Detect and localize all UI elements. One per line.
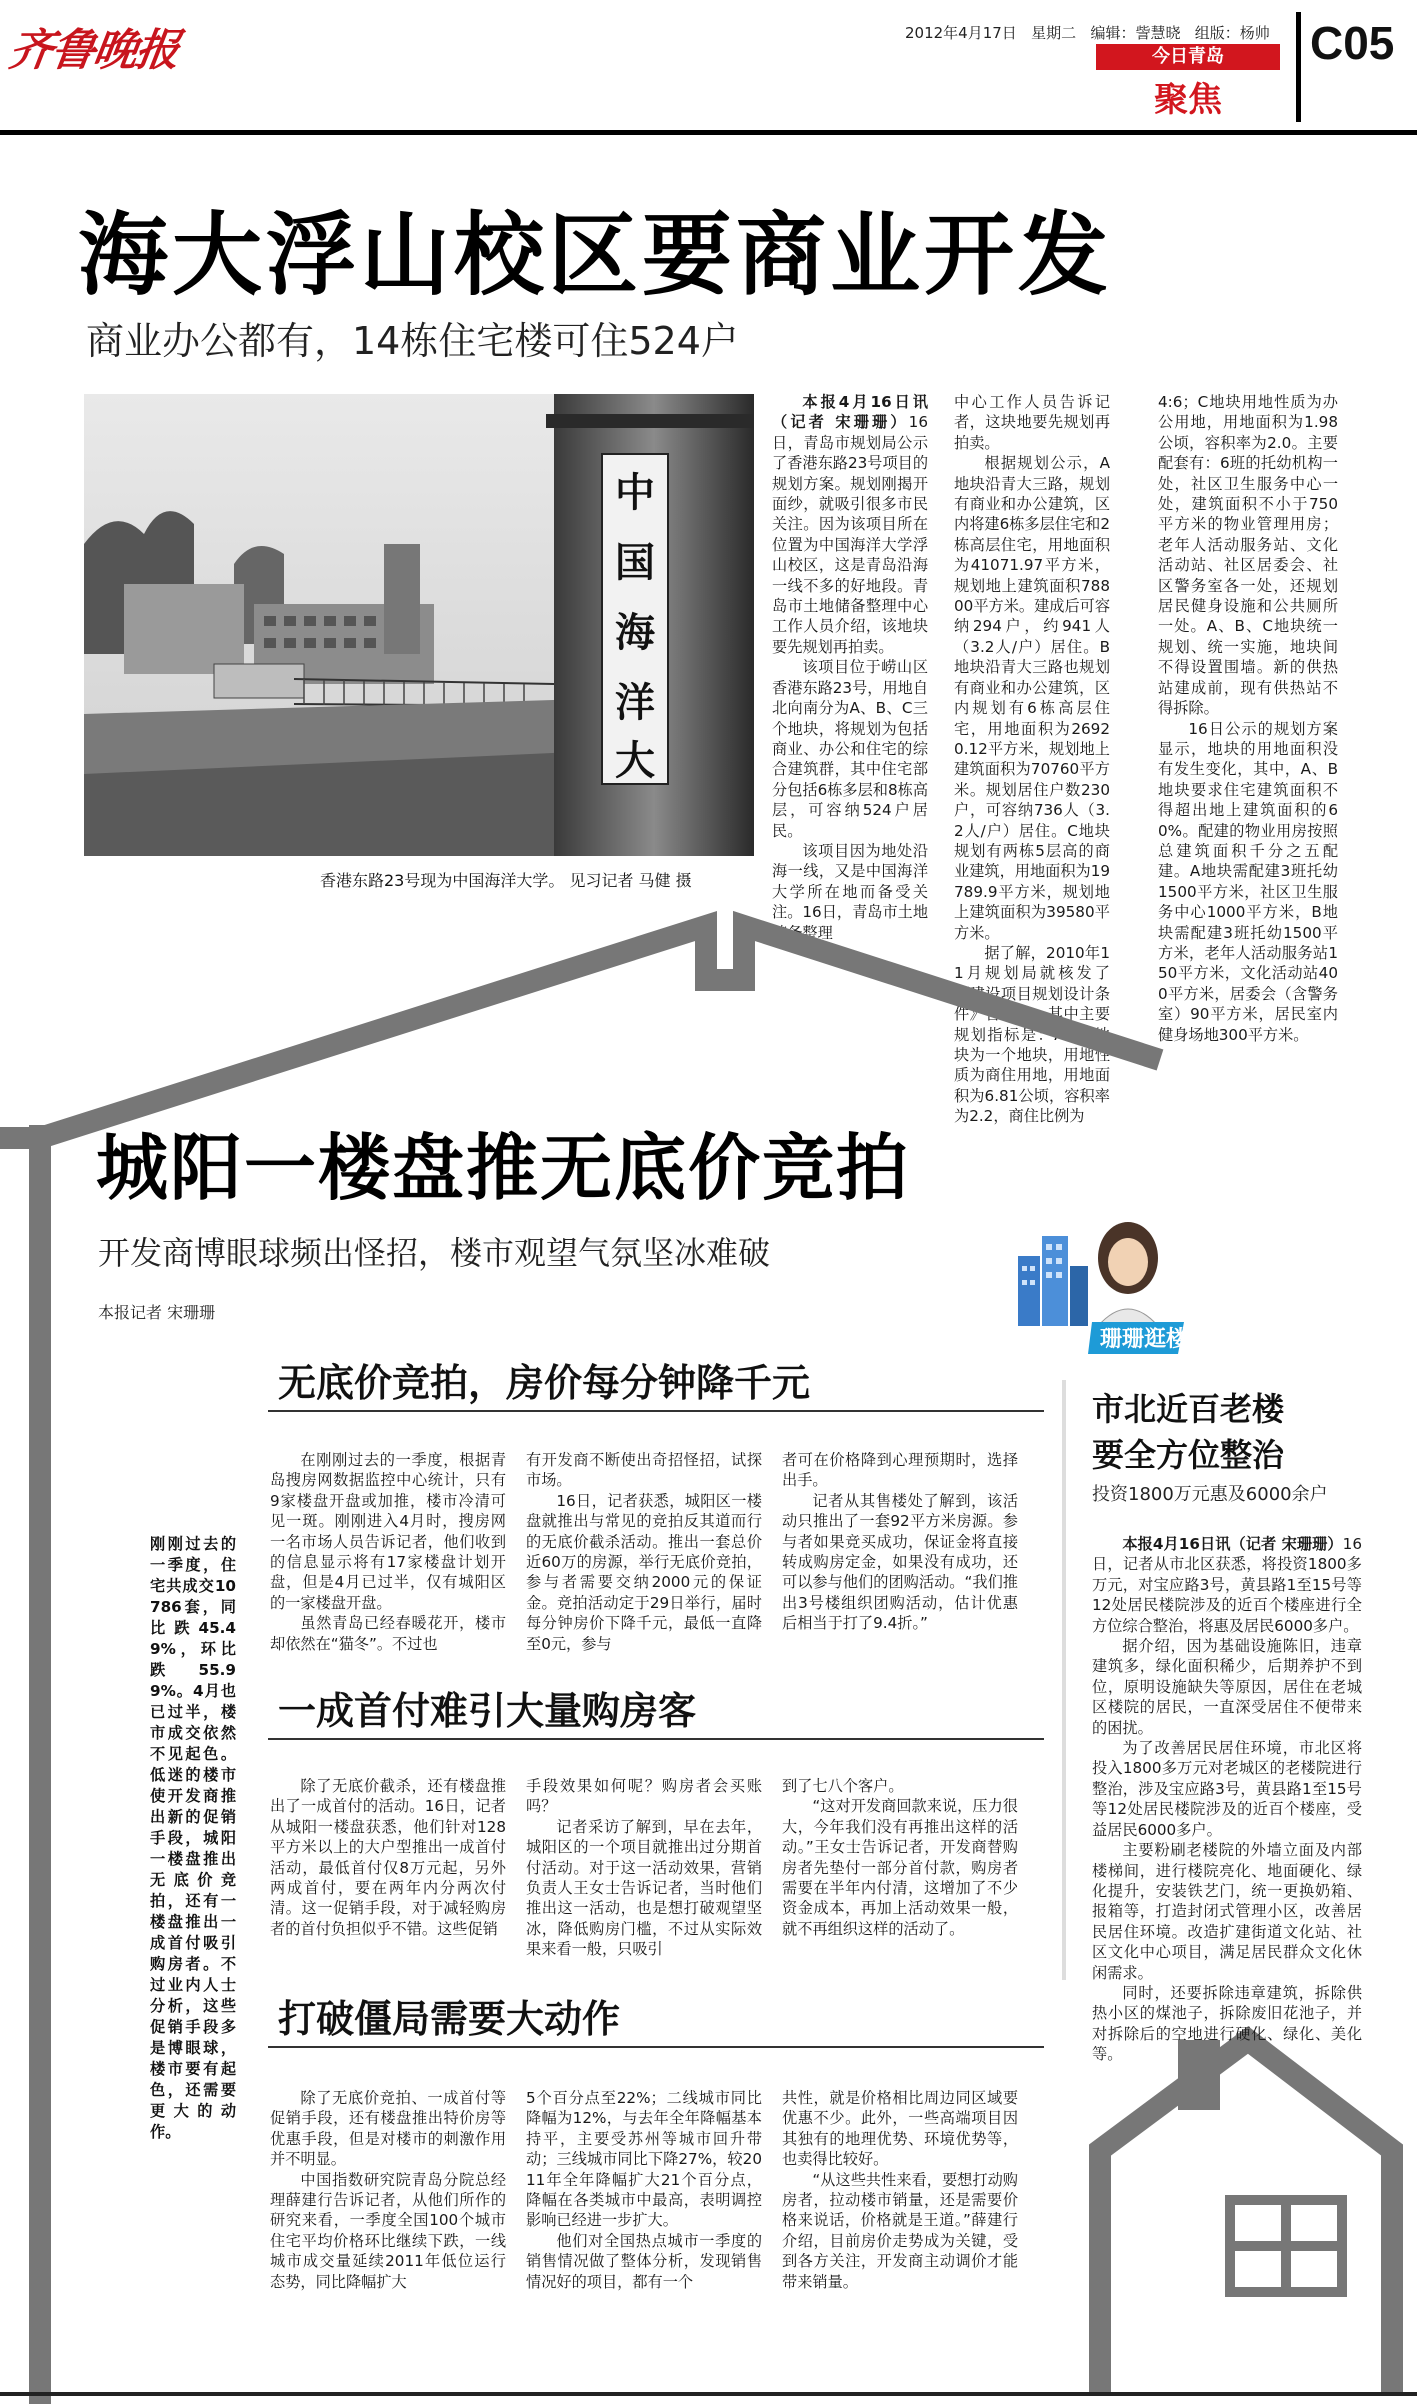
section1-column-3 xyxy=(782,1450,1018,1634)
paragraph: 根据规划公示，A地块沿青大三路，规划有商业和办公建筑，区内将建6栋多层住宅和2栋高层住宅，用地面积为41071.97平方米，规划地上建筑面积78800平方米。建成后可容纳294户，约941人（3.2人/户）居住。B地块沿青大三路也规划有商业和办公建筑，区内规划有6栋高层住宅，用地面积为26920.12平方米，规划地上建筑面积为70760平方米。规划居住户数230户，可容纳736人（3.2人/户）居住。C地块规划有两栋5层高的商业建筑，用地面积为19789.9平方米，规划地上建筑面积为39580平方米。 xyxy=(954,454,1111,942)
section1-rule xyxy=(268,1410,1044,1412)
issue-weekday: 星期二 xyxy=(1031,24,1077,42)
section2-column-3 xyxy=(782,1776,1018,1939)
section2-title: 一成首付难引大量购房客 xyxy=(278,1689,697,1733)
svg-text:海: 海 xyxy=(615,609,655,656)
paragraph: 16日，青岛市规划局公示了香港东路23号项目的规划方案。规划刚揭开面纱，就吸引很多市民关注。因为该项目所在位置为中国海洋大学浮山校区，这是青岛沿海一线不多的好地段。青岛市土地储备整理中心工作人员介绍，该地块要先规划再拍卖。 xyxy=(772,413,929,656)
paragraph: 16日，记者获悉，城阳区一楼盘就推出与常见的竞拍反其道而行的无底价截杀活动。推出一套总价近60万的房源，举行无底价竞拍，参与者需要交纳2000元的保证金。竞拍活动定于29日举行，届时每分钟房价下降千元，最低一直降至0元，参与 xyxy=(526,1491,762,1653)
svg-text:洋: 洋 xyxy=(615,679,655,726)
roof-outline xyxy=(0,926,1160,1138)
story3-subhead: 投资1800万元惠及6000余户 xyxy=(1092,1484,1328,1505)
section-name: 聚焦 xyxy=(1154,80,1222,120)
paragraph: 手段效果如何呢？购房者会买账吗？ xyxy=(526,1777,762,1816)
paragraph: “从这些共性来看，要想打动购房者，拉动楼市销量，还是需要价格来说话，价格就是王道。”薛建行介绍，目前房价走势成为关键，受到各方关注，开发商主动调价才能带来销量。 xyxy=(782,2170,1018,2291)
paragraph: 者可在价格降到心理预期时，选择出手。 xyxy=(782,1451,1018,1490)
section2-column-2 xyxy=(526,1776,762,1960)
story3-headline-line1: 市北近百老楼 xyxy=(1092,1390,1285,1428)
layout-credit: 组版：杨帅 xyxy=(1194,24,1270,42)
columnist-badge xyxy=(1008,1196,1190,1356)
paragraph: 该项目位于崂山区香港东路23号，用地自北向南分为A、B、C三个地块，将规划为包括商业、办公和住宅的综合建筑群，其中住宅部分包括6栋多层和8栋高层，可容纳524户居民。 xyxy=(772,658,929,840)
section1-column-2 xyxy=(526,1450,762,1654)
badge-label: 珊珊逛楼 xyxy=(1100,1327,1189,1352)
section1-title: 无底价竞拍，房价每分钟降千元 xyxy=(278,1361,811,1405)
paragraph: 5个百分点至22%；二线城市同比降幅为12%，与去年全年降幅基本持平，主要受苏州等城市回升带动；三线城市同比下降27%，较2011年全年降幅扩大21个百分点，降幅在各类城市中最高，表明调控影响已经进一步扩大。 xyxy=(526,2089,762,2230)
story2-subhead: 开发商博眼球频出怪招，楼市观望气氛坚冰难破 xyxy=(98,1234,771,1272)
photo-caption: 香港东路23号现为中国海洋大学。 见习记者 马健 摄 xyxy=(320,871,692,890)
section3-title: 打破僵局需要大动作 xyxy=(278,1997,621,2041)
paragraph: 据介绍，因为基础设施陈旧，违章建筑多，绿化面积稀少，后期养护不到位，原明设施缺失等原因，居住在老城区楼院的居民，一直深受居住不便带来的困扰。 xyxy=(1092,1637,1362,1737)
section1-column-1 xyxy=(270,1450,506,1654)
paragraph: 中国指数研究院青岛分院总经理薛建行告诉记者，从他们所作的研究来看，一季度全国100个城市住宅平均价格环比继续下跌，一线城市成交量延续2011年低位运行态势，同比降幅扩大 xyxy=(270,2170,506,2291)
paragraph: 记者采访了解到，早在去年，城阳区的一个项目就推出过分期首付活动。对于这一活动效果，营销负责人王女士告诉记者，当时他们推出这一活动，也是想打破观望坚冰，降低购房门槛，不过从实际效果来看一般，只吸引 xyxy=(526,1817,762,1959)
story2-intro-sidebar: 刚刚过去的一季度，住宅共成交10786套，同比跌45.49%，环比跌55.99%。4月也已过半，楼市成交依然不见起色。低迷的楼市使开发商推出新的促销手段，城阳一楼盘推出无底价竞拍，还有一楼盘推出一成首付吸引购房者。不过业内人士分析，这些促销手段多是博眼球，楼市要有起色，还需要更大的动作。 xyxy=(150,1535,236,2141)
paragraph: 记者从其售楼处了解到，该活动只推出了一套92平方米房源。参与者如果竞买成功，保证金将直接转成购房定金，如果没有成功，还可以参与他们的团购活动。“我们推出3号楼组织团购活动，估计优惠后相当于打了9.4折。” xyxy=(782,1491,1018,1633)
paragraph: 在刚刚过去的一季度，根据青岛搜房网数据监控中心统计，只有9家楼盘开盘或加推，楼市冷清可见一斑。刚刚进入4月时，搜房网一名市场人员告诉记者，他们收到的信息显示将有17家楼盘计划开盘，但是4月已过半，仅有城阳区的一家楼盘开盘。 xyxy=(270,1451,506,1612)
paragraph: 据了解，2010年11月规划局就核发了《建设项目规划设计条件》告知单。其中主要规划指标是：A、B地块为一个地块，用地性质为商住用地，用地面积为6.81公顷，容积率为2.2，商住比例为 xyxy=(954,943,1110,1126)
editor-credit: 编辑：訾慧晓 xyxy=(1090,24,1181,42)
paragraph: 他们对全国热点城市一季度的销售情况做了整体分析，发现销售情况好的项目，都有一个 xyxy=(526,2231,762,2291)
story3-divider xyxy=(1062,1380,1066,1980)
paragraph: 中心工作人员告诉记者，这块地要先规划再拍卖。 xyxy=(954,393,1110,452)
svg-text:大: 大 xyxy=(615,737,655,784)
svg-text:国: 国 xyxy=(615,539,655,586)
page-bottom-rule xyxy=(0,2392,1417,2396)
section2-column-1 xyxy=(270,1776,506,1939)
story3-headline-line2: 要全方位整治 xyxy=(1092,1436,1285,1474)
story1-subhead: 商业办公都有，14栋住宅楼可住524户 xyxy=(86,319,739,363)
story1-dateline: 本报4月16日讯（记者 宋珊珊） xyxy=(772,393,928,432)
paragraph: 除了无底价截杀，还有楼盘推出了一成首付的活动。16日，记者从城阳一楼盘获悉，他们针对128平方米以上的大户型推出一成首付活动，最低首付仅8万元起，另外两成首付，要在两年内分两次付清。这一促销手段，对于减轻购房者的首付负担似乎不错。这些促销 xyxy=(270,1777,506,1938)
paragraph: 虽然青岛已经春暖花开，楼市却依然在“猫冬”。不过也 xyxy=(270,1614,506,1653)
paragraph: 到了七八个客户。 xyxy=(782,1777,904,1795)
paragraph: 16日公示的规划方案显示，地块的用地面积没有发生变化，其中，A、B地块要求住宅建筑面积不得超出地上建筑面积的60%。配建的物业用房按照总建筑面积千分之五配建。A地块需配建3班托幼1500平方米，社区卫生服务中心1000平方米，B地块需配建3班托幼1500平方米，老年人活动服务站150平方米，文化活动站400平方米，居委会（含警务室）90平方米，居民室内健身场地300平方米。 xyxy=(1158,719,1338,1044)
paragraph: 为了改善居民居住环境，市北区将投入1800多万元对老城区的老楼院进行整治，涉及宝应路3号，黄县路1至15号等12处居民楼院涉及的近百个楼座，受益居民6000多户。 xyxy=(1092,1739,1362,1839)
paragraph: 共性，就是价格相比周边同区域要优惠不少。此外，一些高端项目因其独有的地理优势、环境优势等，也卖得比较好。 xyxy=(782,2089,1018,2169)
section3-column-1 xyxy=(270,2088,506,2292)
story1-headline: 海大浮山校区要商业开发 xyxy=(78,203,1112,308)
story2-byline: 本报记者 宋珊珊 xyxy=(98,1303,216,1322)
section3-column-2 xyxy=(526,2088,762,2292)
newspaper-logo: 齐鲁晚报 xyxy=(5,25,181,76)
paragraph: 有开发商不断使出奇招怪招，试探市场。 xyxy=(526,1451,762,1490)
small-house-window xyxy=(1230,2200,1342,2292)
story3-dateline: 本报4月16日讯（记者 宋珊珊） xyxy=(1122,1535,1343,1553)
paragraph: 主要粉刷老楼院的外墙立面及内部楼梯间，进行楼院亮化、地面硬化、绿化提升，安装铁艺门，统一更换奶箱、报箱等，打造封闭式管理小区，改善居民居住环境。改造扩建街道文化站、社区文化中心项目，满足居民群众文化休闲需求。 xyxy=(1092,1841,1362,1982)
paragraph: “这对开发商回款来说，压力很大，今年我们没有再推出这样的活动。”王女士告诉记者，开发商替购房者先垫付一部分首付款，购房者需要在半年内付清，这增加了不少资金成本，再加上活动效果一般，就不再组织这样的活动了。 xyxy=(782,1797,1018,1938)
issue-date: 2012年4月17日 xyxy=(905,24,1017,42)
small-house-outline xyxy=(1100,2040,1392,2395)
paragraph: 该项目因为地处沿海一线，又是中国海洋大学所在地而备受关注。16日，青岛市土地储备整理 xyxy=(772,841,929,942)
section3-column-3 xyxy=(782,2088,1018,2292)
section-tag: 今日青岛 xyxy=(1096,44,1280,70)
paragraph: 4:6；C地块用地性质为办公用地，用地面积为1.98公顷，容积率为2.0。主要配套有：6班的托幼机构一处，社区卫生服务中心一处，建筑面积不小于750平方米的物业管理用房；老年人活动服务站、文化活动站、社区居委会、社区警务室各一处，还规划居民健身设施和公共厕所一处。A、B、C地块统一规划、统一实施，地块间不得设置围墙。新的供热站建成前，现有供热站不得拆除。 xyxy=(1158,393,1338,718)
story2-headline: 城阳一楼盘推无底价竞拍 xyxy=(96,1126,911,1210)
section2-rule xyxy=(268,1738,1044,1740)
svg-text:中: 中 xyxy=(615,469,655,516)
page-number: C05 xyxy=(1310,17,1395,69)
paragraph: 同时，还要拆除违章建筑，拆除供热小区的煤池子，拆除废旧花池子，并对拆除后的空地进行硬化、绿化、美化等。 xyxy=(1092,1983,1362,2064)
section3-rule xyxy=(268,2046,1044,2048)
paragraph: 16日，记者从市北区获悉，将投资1800多万元，对宝应路3号，黄县路1至15号等12处居民楼院涉及的近百个楼座进行全方位综合整治，将惠及居民6000多户。 xyxy=(1092,1535,1362,1635)
paragraph: 除了无底价竞拍、一成首付等促销手段，还有楼盘推出特价房等优惠手段，但是对楼市的刺激作用并不明显。 xyxy=(270,2089,506,2169)
story3-body xyxy=(1092,1534,1362,2065)
